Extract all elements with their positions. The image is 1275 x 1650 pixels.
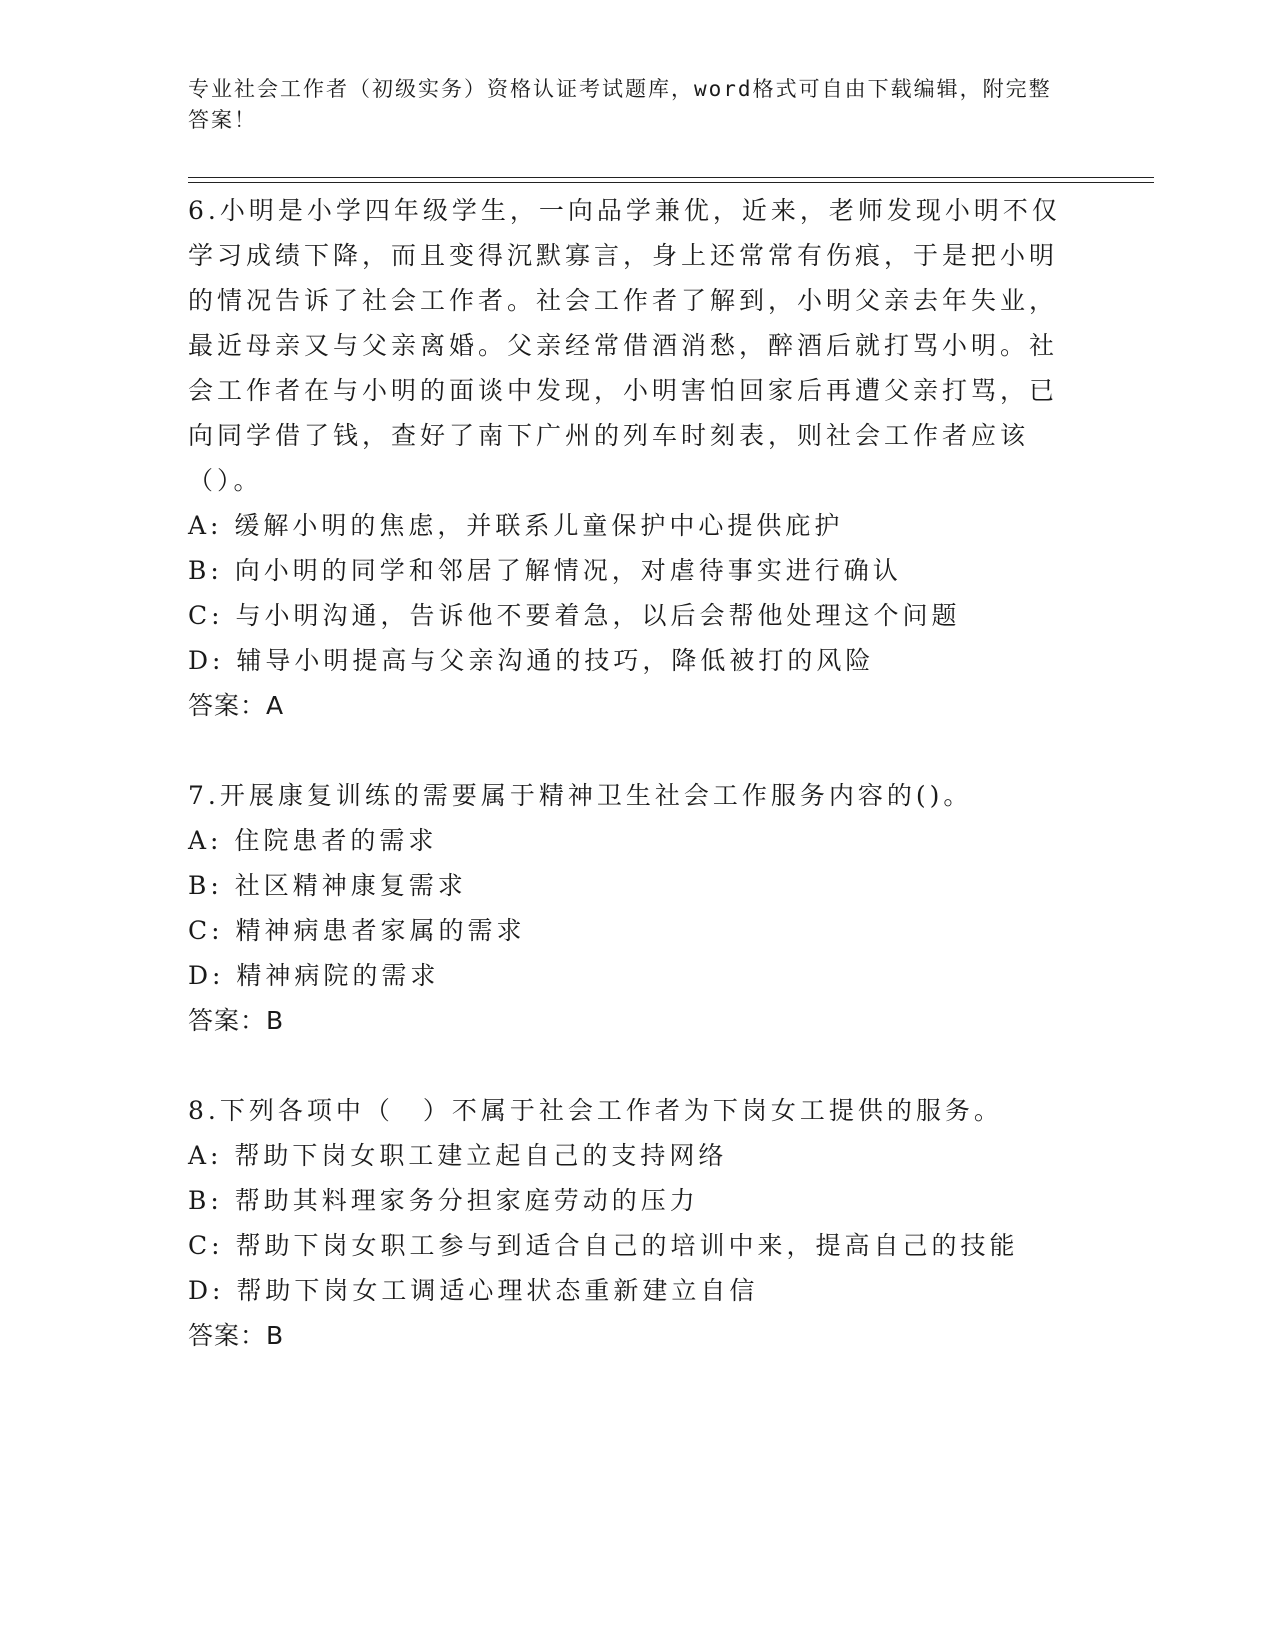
- answer: 答案：B: [188, 1006, 285, 1035]
- spacer: [188, 728, 1068, 773]
- header-divider-top: [188, 177, 1154, 178]
- option-b: B: 向小明的同学和邻居了解情况，对虐待事实进行确认: [188, 556, 902, 585]
- option-c: C: 精神病患者家属的需求: [188, 916, 526, 945]
- question-8: [188, 1088, 1068, 1358]
- answer: 答案：B: [188, 1321, 285, 1350]
- question-list: [188, 188, 1068, 1358]
- option-a: A: 缓解小明的焦虑，并联系儿童保护中心提供庇护: [188, 511, 844, 540]
- question-stem: 8.下列各项中（ ）不属于社会工作者为下岗女工提供的服务。: [188, 1096, 1003, 1125]
- option-c: C: 帮助下岗女职工参与到适合自己的培训中来，提高自己的技能: [188, 1231, 1019, 1260]
- option-a: A: 帮助下岗女职工建立起自己的支持网络: [188, 1141, 728, 1170]
- option-b: B: 帮助其料理家务分担家庭劳动的压力: [188, 1186, 699, 1215]
- option-b: B: 社区精神康复需求: [188, 871, 467, 900]
- question-7: [188, 773, 1068, 1043]
- question-6: [188, 188, 1068, 728]
- spacer: [188, 1043, 1068, 1088]
- option-d: D: 帮助下岗女工调适心理状态重新建立自信: [188, 1276, 759, 1305]
- question-stem: 7.开展康复训练的需要属于精神卫生社会工作服务内容的()。: [188, 781, 973, 810]
- header-divider-bottom: [188, 182, 1154, 183]
- answer: 答案：A: [188, 691, 285, 720]
- question-stem: 6.小明是小学四年级学生，一向品学兼优，近来，老师发现小明不仅学习成绩下降，而且变得沉默寡言，身上还常常有伤痕，于是把小明的情况告诉了社会工作者。社会工作者了解到，小明父亲去年失业，最近母亲又与父亲离婚。父亲经常借酒消愁，醉酒后就打骂小明。社会工作者在与小明的面谈中发现，小明害怕回家后再遭父亲打骂，已向同学借了钱，查好了南下广州的列车时刻表，则社会工作者应该（）。: [188, 196, 1061, 495]
- option-d: D: 辅导小明提高与父亲沟通的技巧，降低被打的风险: [188, 646, 875, 675]
- page-header: 专业社会工作者（初级实务）资格认证考试题库，word格式可自由下载编辑，附完整答案！: [188, 77, 1052, 132]
- option-a: A: 住院患者的需求: [188, 826, 438, 855]
- option-d: D: 精神病院的需求: [188, 961, 440, 990]
- option-c: C: 与小明沟通，告诉他不要着急，以后会帮他处理这个问题: [188, 601, 961, 630]
